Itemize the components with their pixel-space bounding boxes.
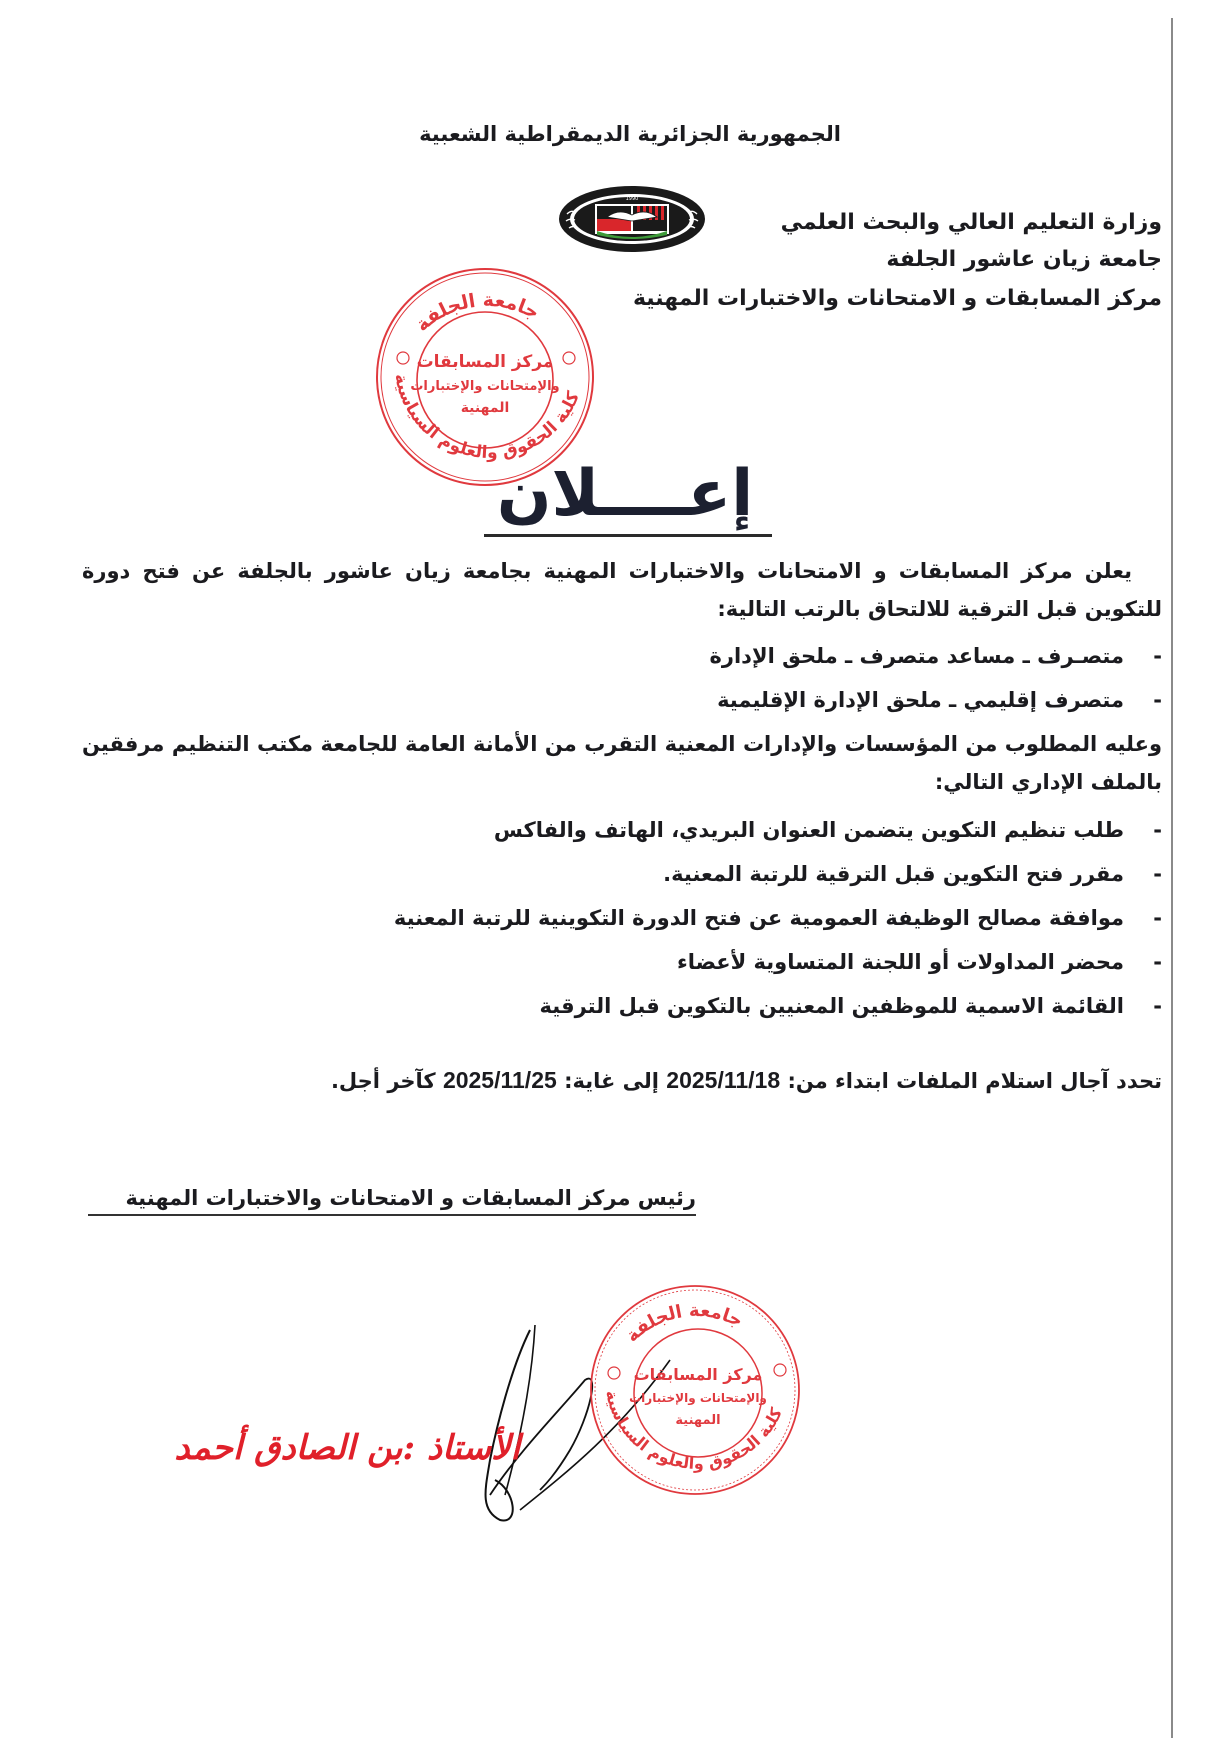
signer-title: رئيس مركز المسابقات و الامتحانات والاختبارات المهنية xyxy=(88,1186,696,1216)
list-item xyxy=(262,896,1162,940)
deadline-suffix: كآخر أجل. xyxy=(330,1069,436,1093)
announcement-title-wrap xyxy=(470,457,780,531)
bullet-dash: - xyxy=(1153,950,1162,974)
stamp-inner-line-1: مركز المسابقات xyxy=(633,1365,763,1384)
signatory-name: الأستاذ :بن الصادق أحمد xyxy=(174,1428,520,1468)
ranks-list xyxy=(262,634,1162,722)
bullet-dash: - xyxy=(1153,644,1162,668)
ministry-name: وزارة التعليم العالي والبحث العلمي xyxy=(780,210,1162,235)
official-stamp-bottom xyxy=(580,1278,810,1503)
deadline-prefix: تحدد آجال استلام الملفات ابتداء من: xyxy=(787,1069,1162,1093)
deadline-line xyxy=(331,1067,1162,1094)
deadline-end-date: 2025/11/25 xyxy=(442,1067,557,1093)
document-item-text: موافقة مصالح الوظيفة العمومية عن فتح الدورة التكوينية للرتبة المعنية xyxy=(393,906,1124,930)
list-item xyxy=(262,678,1162,722)
rank-item-text: متصـرف ـ مساعد متصرف ـ ملحق الإدارة xyxy=(709,644,1124,668)
list-item xyxy=(262,940,1162,984)
document-item-text: طلب تنظيم التكوين يتضمن العنوان البريدي، الهاتف والفاكس xyxy=(493,818,1124,842)
stamp-top-arc-text: جامعة الجلفة xyxy=(411,289,543,336)
documents-list xyxy=(262,808,1162,1028)
announcement-title: إعــــلان xyxy=(496,457,754,531)
bullet-dash: - xyxy=(1153,862,1162,886)
stamp-inner-line-3: المهنية xyxy=(675,1413,721,1428)
svg-text:جامعة الجلفة xyxy=(622,1300,746,1346)
stamp-inner-line-1: مركز المسابقات xyxy=(416,352,554,372)
rank-item-text: متصرف إقليمي ـ ملحق الإدارة الإقليمية xyxy=(717,688,1124,712)
logo-year: 1990 xyxy=(625,196,639,202)
bullet-dash: - xyxy=(1153,818,1162,842)
stamp-inner-line-3: المهنية xyxy=(460,400,510,416)
list-item xyxy=(262,808,1162,852)
university-logo-icon xyxy=(557,184,707,254)
requirement-paragraph: وعليه المطلوب من المؤسسات والإدارات المعنية التقرب من الأمانة العامة للجامعة مكتب التنظيم مرفقين بالملف الإداري التالي: xyxy=(82,732,1162,794)
university-name: جامعة زيان عاشور الجلفة xyxy=(886,247,1162,272)
list-item xyxy=(262,852,1162,896)
stamp-inner-line-2: والإمتحانات والإختبارات xyxy=(410,379,560,394)
stamp-bottom-arc-text: كلية الحقوق والعلوم السياسية xyxy=(390,372,584,464)
document-item-text: القائمة الاسمية للموظفين المعنيين بالتكوين قبل الترقية xyxy=(539,994,1124,1018)
list-item xyxy=(262,984,1162,1028)
bullet-dash: - xyxy=(1153,994,1162,1018)
list-item xyxy=(262,634,1162,678)
intro-paragraph: يعلن مركز المسابقات و الامتحانات والاختبارات المهنية بجامعة زيان عاشور بالجلفة عن فتح دورة للتكوين قبل الترقية للالتحاق بالرتب التالية: xyxy=(82,559,1162,621)
republic-heading: الجمهورية الجزائرية الديمقراطية الشعبية xyxy=(419,122,841,146)
bullet-dash: - xyxy=(1153,906,1162,930)
deadline-start-date: 2025/11/18 xyxy=(666,1067,781,1093)
document-item-text: محضر المداولات أو اللجنة المتساوية لأعضاء xyxy=(676,950,1124,974)
document-item-text: مقرر فتح التكوين قبل الترقية للرتبة المعنية. xyxy=(663,862,1124,886)
stamp-top-arc-text: جامعة الجلفة xyxy=(621,1300,747,1347)
stamp-inner-line-2: والإمتحانات والإختبارات xyxy=(629,1391,767,1405)
bullet-dash: - xyxy=(1153,688,1162,712)
deadline-middle: إلى غاية: xyxy=(564,1069,659,1093)
stamp-bottom-arc-text: كلية الحقوق والعلوم السياسية xyxy=(601,1388,786,1473)
title-underline xyxy=(484,534,772,537)
scan-edge-line xyxy=(1171,18,1173,1738)
center-name: مركز المسابقات و الامتحانات والاختبارات المهنية xyxy=(632,286,1162,311)
